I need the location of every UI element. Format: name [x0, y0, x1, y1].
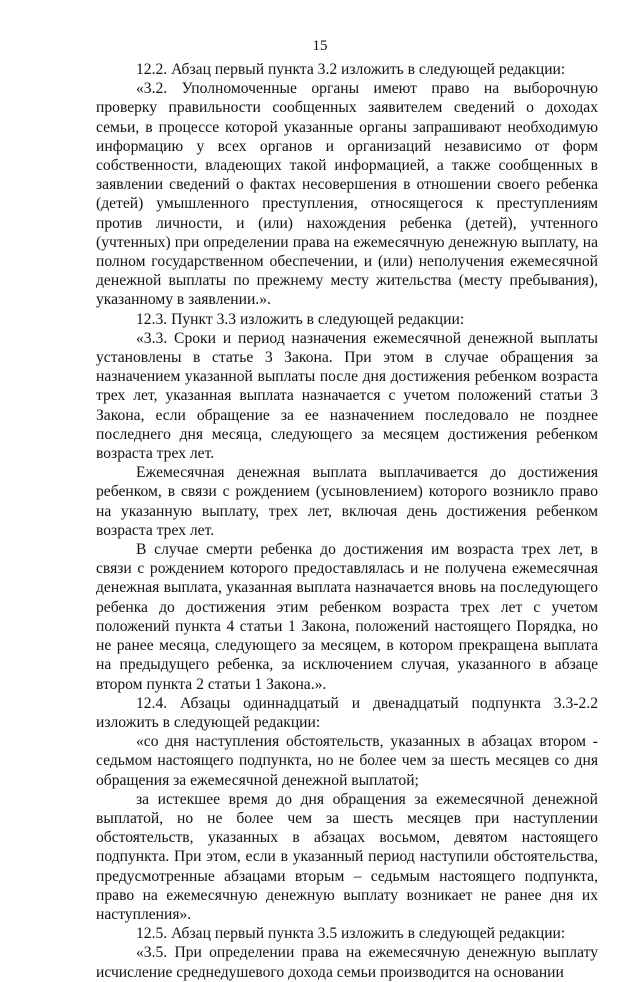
paragraph-3-2-text: «3.2. Уполномоченные органы имеют право на выборочную проверку правильности сообщенных заявителем сведений о доходах семьи, в процессе которой указанные органы запрашивают необходимую информацию у всех органов и организаций независимо от форм собственности, владеющих такой информацией, а также сообщенных в заявлении сведений о фактах несовершения в отношении своего ребенка (детей) умышленного преступления, относящегося к преступлениям против личности, и (или) нахождения ребенка (детей), учтенного (учтенных) при определении права на ежемесячную денежную выплату, на полном государственном обеспечении, и (или) неполучения ежемесячной денежной выплаты по прежнему месту жительства (месту пребывания), указанному в заявлении.». — [96, 80, 598, 309]
document-body — [96, 60, 598, 982]
paragraph-3-5-text: «3.5. При определении права на ежемесячную денежную выплату исчисление среднедушевого дохода семьи производится на основании — [96, 944, 598, 981]
paragraph-child-death-case: В случае смерти ребенка до достижения им возраста трех лет, в связи с рождением которого предоставлялась и не получена ежемесячная денежная выплата, указанная выплата назначается вновь на последующего ребенка до достижения этим ребенком возраста трех лет с учетом положений пункта 4 статьи 1 Закона, положений настоящего Порядка, но не ранее месяца, следующего за месяцем, в котором прекращена выплата на предыдущего ребенка, за исключением случая, указанного в абзаце втором пункта 2 статьи 1 Закона.». — [96, 541, 598, 693]
paragraph-12-2: 12.2. Абзац первый пункта 3.2 изложить в следующей редакции: — [136, 61, 566, 78]
paragraph-12-5: 12.5. Абзац первый пункта 3.5 изложить в следующей редакции: — [136, 925, 566, 943]
paragraph-12-4: 12.4. Абзацы одиннадцатый и двенадцатый подпункта 3.3-2.2 изложить в следующей редакции: — [96, 694, 598, 731]
paragraph-from-day-of-circumstances: «со дня наступления обстоятельств, указанных в абзацах втором - седьмом настоящего подпункта, но не более чем за шесть месяцев со дня обращения за ежемесячной денежной выплатой; — [96, 733, 598, 789]
paragraph-elapsed-time: за истекшее время до дня обращения за ежемесячной денежной выплатой, но не более чем за шесть месяцев при наступлении обстоятельств, указанных в абзацах восьмом, девятом настоящего подпункта. При этом, если в указанный период наступили обстоятельства, предусмотренные абзацами вторым – седьмым настоящего подпункта, право на ежемесячную денежную выплату возникает не ранее дня их наступления». — [96, 790, 598, 923]
paragraph-3-3-text: «3.3. Сроки и период назначения ежемесячной денежной выплаты установлены в статье 3 Закона. При этом в случае обращения за назначением указанной выплаты после дня достижения ребенком возраста трех лет, указанная выплата назначается с учетом положений статьи 3 Закона, если обращение за ее назначением последовало не позднее последнего дня месяца, следующего за месяцем достижения ребенком возраста трех лет. — [96, 329, 598, 463]
paragraph-12-3: 12.3. Пункт 3.3 изложить в следующей редакции: — [136, 310, 465, 328]
page-number: 15 — [312, 38, 328, 54]
paragraph-payment-duration: Ежемесячная денежная выплата выплачивается до достижения ребенком, в связи с рождением (усыновлением) которого возникло право на указанную выплату, трех лет, включая день достижения ребенком возраста трех лет. — [96, 464, 598, 539]
